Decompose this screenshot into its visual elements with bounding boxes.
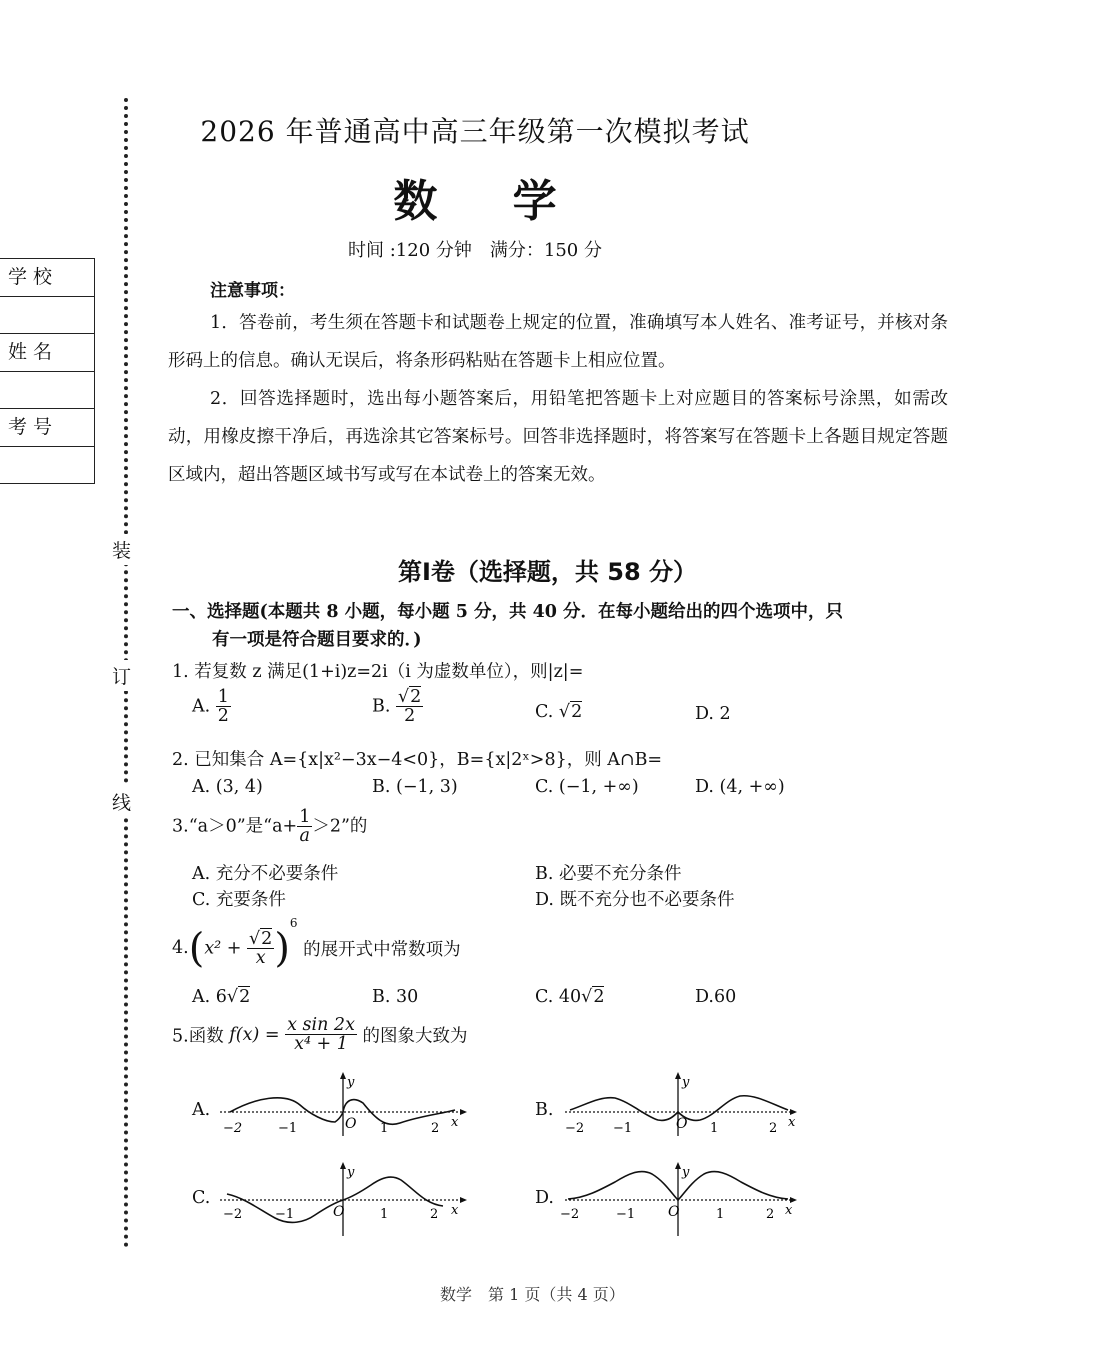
q1-option-b <box>372 688 423 726</box>
student-info-box <box>0 258 95 484</box>
graph-b-tick-m1: −1 <box>613 1121 633 1136</box>
page-footer: 数学 第 1 页（共 4 页） <box>440 1285 625 1304</box>
q5-graph-d <box>560 1160 810 1240</box>
q3-option-b: B. 必要不充分条件 <box>535 864 682 884</box>
graph-d-tick-2: 2 <box>766 1207 775 1222</box>
q1-option-a-label: A. <box>192 696 211 717</box>
q5-stem-post: 的图象大致为 <box>362 1026 468 1047</box>
q1-option-d: D. 2 <box>695 704 731 724</box>
q5-option-d-label: D. <box>535 1188 554 1208</box>
graph-c-x-label: x <box>451 1203 459 1218</box>
q5-option-b-label: B. <box>535 1100 554 1120</box>
q3-option-d: D. 既不充分也不必要条件 <box>535 890 735 910</box>
section-title: 第Ⅰ卷（选择题，共 58 分） <box>397 558 698 586</box>
q1-c-radicand: 2 <box>571 702 583 722</box>
graph-d-tick-m2: −2 <box>560 1207 580 1222</box>
graph-c-tick-m1: −1 <box>275 1207 295 1222</box>
binding-char-zhuang: 装 <box>112 534 131 565</box>
q4-term1: x² + <box>204 938 242 959</box>
graph-c-tick-m2: −2 <box>223 1207 243 1222</box>
graph-c-tick-1: 1 <box>380 1207 389 1222</box>
graph-d-tick-m1: −1 <box>616 1207 636 1222</box>
graph-a-y-label: y <box>347 1075 355 1090</box>
exam-number-label: 考 号 <box>0 409 94 447</box>
q1-b-numerator: √2 <box>398 687 422 707</box>
part-title-line-2: 有一项是符合题目要求的．) <box>212 630 422 650</box>
graph-b-origin: O <box>676 1116 688 1132</box>
q5-frac-den: x⁴ + 1 <box>294 1034 348 1055</box>
q3-stem-pre: 3.“a＞0”是“a+ <box>172 816 298 837</box>
q1-option-a-fraction <box>216 688 231 726</box>
q1-option-a <box>192 688 231 726</box>
q4-c-radicand: 2 <box>593 987 605 1007</box>
notice-item-1: 1．答卷前，考生须在答题卡和试题卷上规定的位置，准确填写本人姓名、准考证号，并核对条形码上的信息。确认无误后，将条形码粘贴在答题卡上相应位置。 <box>168 313 948 371</box>
graph-d-y-label: y <box>682 1165 690 1180</box>
q5-fraction <box>285 1016 357 1054</box>
part-title <box>172 598 932 654</box>
graph-a-x-label: x <box>451 1115 459 1130</box>
q4-a-pre: A. 6 <box>192 987 227 1007</box>
subject-title: 数 学 <box>393 176 587 227</box>
q1-a-numerator: 1 <box>217 687 229 707</box>
name-label: 姓 名 <box>0 334 94 372</box>
graph-b-tick-2: 2 <box>769 1121 778 1136</box>
q4-option-d: D.60 <box>695 987 737 1007</box>
q3-fraction <box>297 808 312 846</box>
q1-option-c-label: C. <box>535 702 554 722</box>
q4-number: 4. <box>172 938 189 958</box>
graph-c-tick-2: 2 <box>430 1207 439 1222</box>
q5-option-c-label: C. <box>192 1188 211 1208</box>
q4-power: 6 <box>289 916 298 930</box>
question-4-stem: 4.(x² + $\frac{√2}{x}$ )$^6$ 的展开式中常数项为 <box>172 916 461 972</box>
q3-option-c: C. 充要条件 <box>192 890 286 910</box>
school-field[interactable] <box>0 297 94 334</box>
q5-graph-c <box>215 1160 465 1240</box>
graph-b-y-label: y <box>682 1075 690 1090</box>
q4-stem-post: 的展开式中常数项为 <box>303 940 461 960</box>
graph-c-y-label: y <box>347 1165 355 1180</box>
q5-option-a-label: A. <box>192 1100 211 1120</box>
q4-option-a: A. 6√2 <box>192 987 251 1007</box>
q2-option-d: D. (4, +∞) <box>695 777 785 797</box>
q1-b-denominator: 2 <box>404 706 416 727</box>
school-label: 学 校 <box>0 259 94 297</box>
q5-frac-num: x sin 2x <box>287 1015 355 1035</box>
notice-item-2: 2．回答选择题时，选出每小题答案后，用铅笔把答题卡上对应题目的答案标号涂黑，如需改动，用橡皮擦干净后，再选涂其它答案标号。回答非选择题时，将答案写在答题卡上各题目规定答题区域内，超出答题区域书写或写在本试卷上的答案无效。 <box>168 389 948 485</box>
q4-frac-radicand: 2 <box>261 928 273 949</box>
q2-option-a: A. (3, 4) <box>192 777 263 797</box>
exam-number-field[interactable] <box>0 447 94 483</box>
q4-frac-den: x <box>255 948 266 968</box>
graph-c-origin: O <box>333 1204 345 1220</box>
q5-func: f(x) = <box>229 1024 280 1045</box>
graph-a-tick-m1: −1 <box>278 1121 298 1136</box>
graph-b-tick-m2: −2 <box>565 1121 585 1136</box>
binding-char-xian: 线 <box>112 786 131 817</box>
q4-c-pre: C. 40 <box>535 987 582 1007</box>
q5-graph-b <box>560 1070 810 1140</box>
exam-meta: 时间 :120 分钟 满分：150 分 <box>348 240 602 261</box>
graph-d-x-label: x <box>785 1203 793 1218</box>
question-5-stem <box>172 1016 468 1054</box>
q3-frac-den: a <box>299 826 310 847</box>
q4-option-c: C. 40√2 <box>535 987 605 1007</box>
q2-option-b: B. (−1, 3) <box>372 777 458 797</box>
q3-frac-num: 1 <box>299 807 311 827</box>
q1-option-c: C. √2 <box>535 702 583 722</box>
q4-option-b: B. 30 <box>372 987 419 1007</box>
q4-frac-num: √2 <box>249 928 273 949</box>
q4-a-radicand: 2 <box>239 987 251 1007</box>
notice-heading: 注意事项： <box>210 281 295 301</box>
question-3-stem <box>172 808 367 846</box>
graph-a-tick-1: 1 <box>380 1121 389 1136</box>
binding-char-ding: 订 <box>112 660 131 691</box>
q1-option-b-fraction <box>396 688 423 726</box>
q3-stem-post: ＞2”的 <box>312 816 368 837</box>
q1-a-denominator: 2 <box>217 706 229 727</box>
q3-option-a: A. 充分不必要条件 <box>192 864 339 884</box>
graph-d-origin: O <box>668 1204 680 1220</box>
q1-b-radicand: 2 <box>410 687 422 707</box>
graph-d-tick-1: 1 <box>716 1207 725 1222</box>
q4-fraction <box>247 930 274 968</box>
graph-b-tick-1: 1 <box>710 1121 719 1136</box>
q5-graph-a <box>215 1070 465 1140</box>
q2-option-c: C. (−1, +∞) <box>535 777 639 797</box>
graph-a-tick-m2: −2 <box>223 1121 243 1136</box>
part-title-line-1: 一、选择题(本题共 8 小题，每小题 5 分，共 40 分．在每小题给出的四个选项中，只 <box>172 602 844 622</box>
question-1-stem: 1. 若复数 z 满足(1+i)z=2i（i 为虚数单位），则|z|= <box>172 662 584 682</box>
exam-title: 2026 年普通高中高三年级第一次模拟考试 <box>200 115 750 148</box>
graph-b-x-label: x <box>788 1115 796 1130</box>
name-field[interactable] <box>0 372 94 409</box>
graph-a-tick-2: 2 <box>431 1121 440 1136</box>
q5-stem-pre: 5.函数 <box>172 1026 224 1047</box>
q1-option-b-label: B. <box>372 696 391 717</box>
question-2-stem: 2. 已知集合 A={x|x²−3x−4<0}，B={x|2ˣ>8}，则 A∩B= <box>172 750 663 770</box>
graph-a-origin: O <box>345 1116 357 1132</box>
